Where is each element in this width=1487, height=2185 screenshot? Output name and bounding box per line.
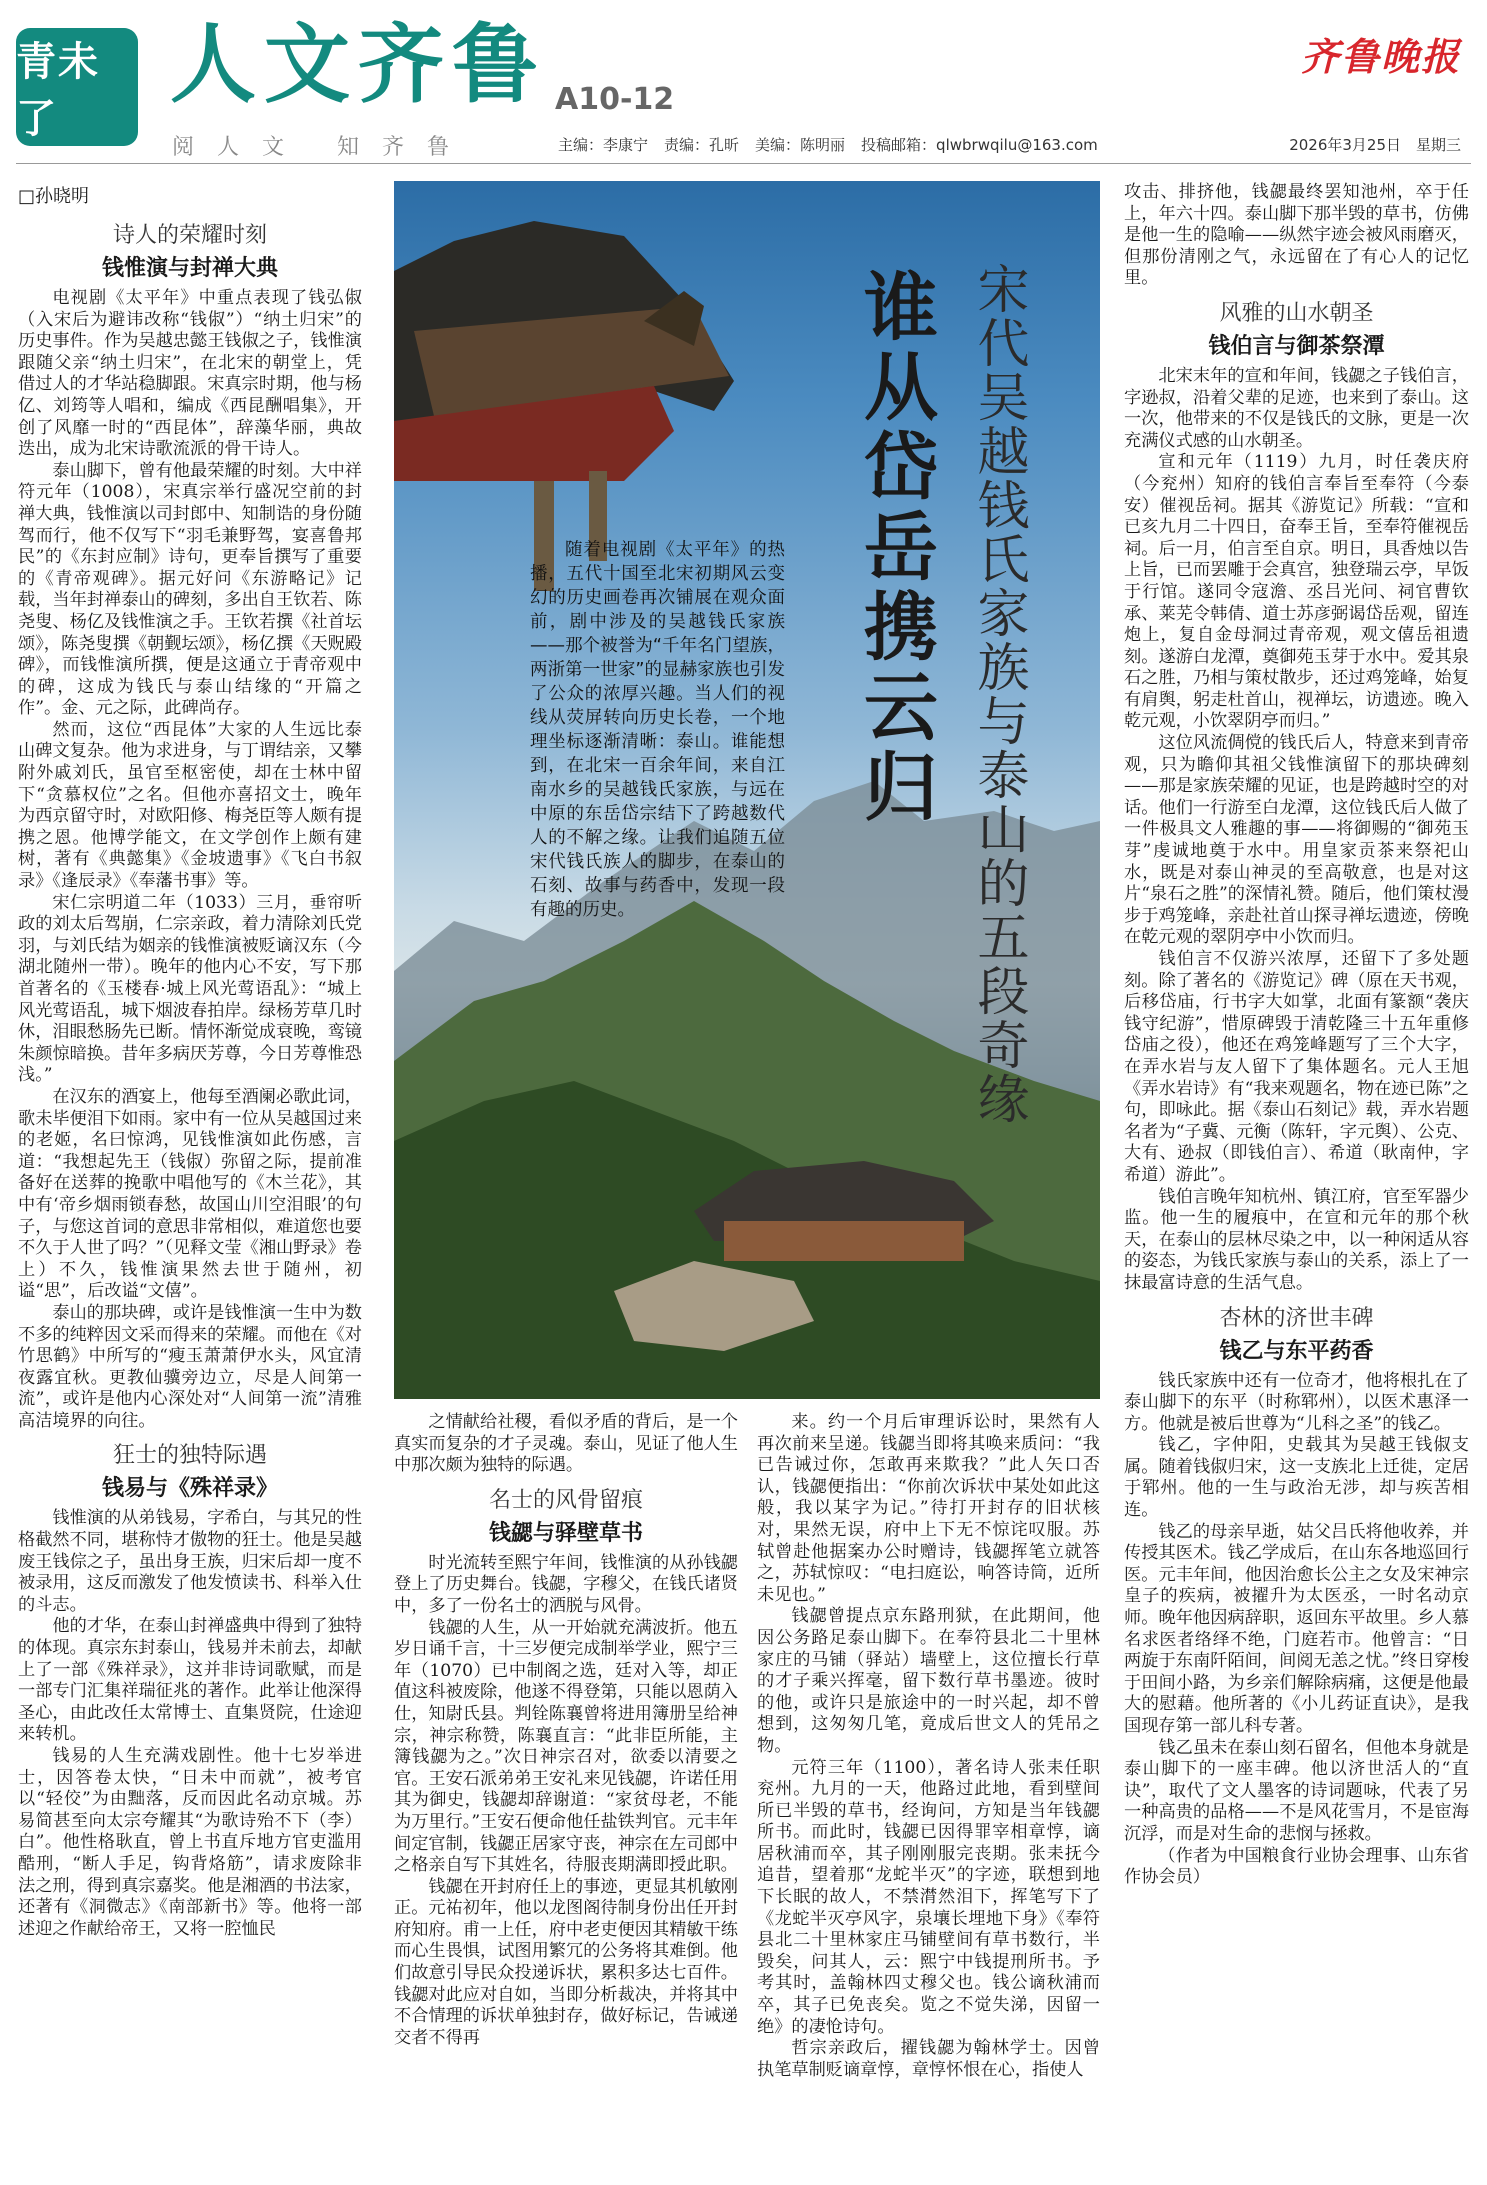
section-title: 钱易与《殊祥录》 (101, 1475, 278, 1502)
section-kicker: 诗人的荣耀时刻 (112, 223, 267, 248)
paragraph: 北宋末年的宣和年间，钱勰之子钱伯言，字逊叔，沿着父辈的足迹，也来到了泰山。这一次，他带来的不仅是钱氏的文脉，更是一次充满仪式感的山水朝圣。 (1124, 365, 1469, 451)
logo: 青未了 (16, 28, 138, 146)
section-4-heading (1124, 298, 1469, 362)
column-3 (757, 1412, 1100, 2172)
issue-date: 2026年3月25日 星期三 (1289, 136, 1461, 154)
paragraph: 钱乙虽未在泰山刻石留名，但他本身就是泰山脚下的一座丰碑。他以济世活人的“直诀”，取代了文人墨客的诗词题咏，代表了另一种高贵的品格——不是风花雪月，不是宦海沉浮，而是对生命的悲悯与拯救。 (1124, 1737, 1469, 1844)
paragraph: 然而，这位“西昆体”大家的人生远比泰山碑文复杂。他为求进身，与丁谓结亲，又攀附外戚刘氏，虽官至枢密使，却在士林中留下“贪慕权位”之名。但他亦喜招文士，晚年为西京留守时，对欧阳修、梅尧臣等人颇有提携之恩。他博学能文，在文学创作上颇有建树，著有《典懿集》《金坡遗事》《飞白书叙录》《逢辰录》《奉藩书事》等。 (18, 719, 362, 892)
paragraph: 攻击、排挤他，钱勰最终罢知池州，卒于任上，年六十四。泰山脚下那半毁的草书，仿佛是他一生的隐喻——纵然宇迹会被风雨磨灭，但那份清刚之气，永远留在了有心人的记忆里。 (1124, 182, 1469, 289)
article-headline: 谁从岱岳携云归 (852, 268, 938, 828)
section-title: 钱乙与东平药香 (1219, 1337, 1374, 1364)
paragraph: 他的才华，在泰山封禅盛典中得到了独特的体现。真宗东封泰山，钱易并未前去，却献上了一部《殊祥录》，这并非诗词歌赋，而是一部专门汇集祥瑞征兆的著作。此举让他深得圣心，由此改任太常博士、直集贤院，仕途迎来转机。 (18, 1616, 362, 1745)
credit-chief-editor: 主编：李康宁 (558, 136, 649, 154)
newspaper-brand-logo: 齐鲁晚报 (1300, 34, 1461, 79)
article-dek: 宋代吴越钱氏家族与泰山的五段奇缘 (968, 262, 1028, 1126)
section-5-heading (1124, 1303, 1469, 1367)
header-divider (16, 163, 1471, 164)
column-2 (394, 1412, 738, 2172)
paragraph: 钱勰曾提点京东路刑狱，在此期间，他因公务路足泰山脚下。在奉符县北二十里林家庄的马铺（驿站）墙壁上，这位擅长行草的才子乘兴挥毫，留下数行草书墨迹。彼时的他，或许只是旅途中的一时兴起，却不曾想到，这匆匆几笔，竟成后世文人的凭吊之物。 (757, 1606, 1100, 1756)
section-title: 钱勰与驿壁草书 (488, 1519, 643, 1546)
article-lede (530, 538, 785, 922)
editor-credits (558, 134, 1114, 155)
column-1 (18, 212, 362, 2172)
section-title: 钱伯言与御茶祭潭 (1208, 332, 1385, 359)
paragraph: 钱乙，字仲阳，史载其为吴越王钱俶支属。随着钱俶归宋，这一支族北上迁徙，定居于郓州。他的一生与政治无涉，却与疾苦相连。 (1124, 1435, 1469, 1521)
section-1-heading (18, 220, 362, 284)
section-3-heading (394, 1485, 738, 1549)
page-header (0, 0, 1487, 170)
paragraph: 钱伯言不仅游兴浓厚，还留下了多处题刻。除了著名的《游览记》碑（原在天书观，后移岱庙，行书字大如掌，北面有篆额“袭庆钱守纪游”，惜原碑毁于清乾隆三十五年重修岱庙之役），他还在鸡笼峰题写了三个大字，在弄水岩与友人留下了集体题名。元人王旭《弄水岩诗》有“我来观题名，物在迹已陈”之句，即咏此。据《泰山石刻记》载，弄水岩题名者为“子冀、元衡（陈轩，字元舆）、公克、大有、逊叔（即钱伯言）、希道（耿南仲，字希道）游此”。 (1124, 949, 1469, 1185)
paragraph: 在汉东的酒宴上，他每至酒阑必歌此词，歌未毕便泪下如雨。家中有一位从吴越国过来的老姬，名曰惊鸿，见钱惟演如此伤感，言道：“我想起先王（钱俶）弥留之际，提前准备好在送葬的挽歌中唱他写的《木兰花》，其中有‘帝乡烟雨锁春愁，故国山川空泪眼’的句子，与您这首词的意思非常相似，难道您也要不久于人世了吗？”（见释文莹《湘山野录》卷上）不久，钱惟演果然去世于随州，初谥“思”，后改谥“文僖”。 (18, 1086, 362, 1302)
paragraph: 钱易的人生充满戏剧性。他十七岁举进士，因答卷太快，“日未中而就”，被考官以“轻佼”为由黜落，反而因此名动京城。苏易简甚至向太宗夸耀其“为歌诗殆不下（李）白”。他性格耿直，曾上书直斥地方官吏滥用酷刑，“断人手足，钩背烙筋”，请求废除非法之刑，得到真宗嘉奖。他是湘酒的书法家，还著有《洞微志》《南部新书》等。他将一部述迎之作献给帝王，又将一腔恤民 (18, 1746, 362, 1939)
paragraph: 宋仁宗明道二年（1033）三月，垂帘听政的刘太后驾崩，仁宗亲政，着力清除刘氏党羽，与刘氏结为姻亲的钱惟演被贬谪汉东（今湖北随州一带）。晚年的他内心不安，写下那首著名的《玉楼春·城上风光莺语乱》：“城上风光莺语乱，城下烟波春拍岸。绿杨芳草几时休，泪眼愁肠先已断。情怀渐觉成衰晚，鸾镜朱颜惊暗换。昔年多病厌芳尊，今日芳尊惟恐浅。” (18, 892, 362, 1086)
paragraph: 电视剧《太平年》中重点表现了钱弘俶（入宋后为避讳改称“钱俶”）“纳土归宋”的历史事件。作为吴越忠懿王钱俶之子，钱惟演跟随父亲“纳土归宋”，在北宋的朝堂上，凭借过人的才华站稳脚跟。宋真宗时期，他与杨亿、刘筠等人唱和，编成《西昆酬唱集》，开创了风靡一时的“西昆体”，辞藻华丽，典故迭出，成为北宋诗歌流派的骨干诗人。 (18, 288, 362, 460)
paragraph: 这位风流倜傥的钱氏后人，特意来到青帝观，只为瞻仰其祖父钱惟演留下的那块碑刻——那是家族荣耀的见证，也是跨越时空的对话。他们一行游至白龙潭，这位钱氏后人做了一件极具文人雅趣的事——将御赐的“御苑玉芽”虔诚地奠于水中。用皇家贡茶来祭祀山水，既是对泰山神灵的至高敬意，也是对这片“泉石之胜”的深情礼赞。随后，他们策杖漫步于鸡笼峰，亲赴社首山探寻禅坛遗迹，傍晚在乾元观的翠阴亭中小饮而归。 (1124, 733, 1469, 948)
section-kicker: 名士的风骨留痕 (488, 1487, 643, 1513)
credit-email[interactable]: 投稿邮箱：qlwbrwqilu@163.com (861, 136, 1098, 154)
section-title: 钱惟演与封禅大典 (101, 255, 278, 281)
paragraph: 泰山的那块碑，或许是钱惟演一生中为数不多的纯粹因文采而得来的荣耀。而他在《对竹思鹤》中所写的“瘦玉萧萧伊水头，风宜清夜露宜秋。更教仙骥旁边立，尽是人间第一流”，或许是他内心深处对“人间第一流”清雅高洁境界的向往。 (18, 1302, 362, 1431)
section-2-heading (18, 1440, 362, 1504)
paragraph: 泰山脚下，曾有他最荣耀的时刻。大中祥符元年（1008），宋真宗举行盛况空前的封禅大典，钱惟演以司封郎中、知制诰的身份随驾而行，他不仅写下“羽毛兼野驾，宴喜鲁邦民”的《东封应制》诗句，更奉旨撰写了重要的《青帝观碑》。据元好问《东游略记》记载，当年封禅泰山的碑刻，多出自王钦若、陈尧叟、杨亿及钱惟演之手。王钦若撰《社首坛颂》，陈尧叟撰《朝觐坛颂》，杨亿撰《天贶殿碑》，而钱惟演所撰，便是这通立于青帝观中的碑，这成为钱氏与泰山结缘的“开篇之作”。金、元之际，此碑尚存。 (18, 460, 362, 719)
author-note: （作者为中国粮食行业协会理事、山东省作协会员） (1124, 1845, 1469, 1888)
section-kicker: 狂士的独特际遇 (112, 1443, 267, 1469)
section-kicker: 风雅的山水朝圣 (1219, 300, 1374, 326)
paragraph: 之情献给社稷，看似矛盾的背后，是一个真实而复杂的才子灵魂。泰山，见证了他人生中那次颇为独特的际遇。 (394, 1412, 738, 1476)
page-number: A10-12 (555, 82, 675, 117)
lede-paragraph: 随着电视剧《太平年》的热播，五代十国至北宋初期风云变幻的历史画卷再次铺展在观众面前，剧中涉及的吴越钱氏家族——那个被誉为“千年名门望族，两浙第一世家”的显赫家族也引发了公众的浓厚兴趣。当人们的视线从荧屏转向历史长卷，一个地理坐标逐渐清晰：泰山。谁能想到，在北宋一百余年间，来自江南水乡的吴越钱氏家族，与远在中原的东岳岱宗结下了跨越数代人的不解之缘。让我们追随五位宋代钱氏族人的脚步，在泰山的石刻、故事与药香中，发现一段有趣的历史。 (530, 540, 785, 920)
credit-editor: 责编：孔昕 (664, 136, 740, 154)
paragraph: 宣和元年（1119）九月，时任袭庆府（今兖州）知府的钱伯言奉旨至奉符（今泰安）催视岳祠。据其《游览记》所载：“宣和已亥九月二十四日，奋奉王旨，至奉符催视岳祠。后一月，伯言至自京。明日，具香烛以告上旨，已而罢雕于会真宫，独登瑞云亭，早饭于行馆。遂同令寇澹、丞吕光问、祠官曹钦承、莱芜令韩倩、道士苏彦弼谒岱岳观，留连炮上，复自金母洞过青帝观，观文僖岳祖遗刻。遂游白龙潭，奠御苑玉芽于水中。爱其泉石之胜，乃相与策杖散步，还过鸡笼峰，始复有肩舆，躬走杜首山，视禅坛，访遗迹。晚入乾元观，小饮翠阴亭而归。” (1124, 452, 1469, 732)
paragraph: 哲宗亲政后，擢钱勰为翰林学士。因曾执笔草制贬谪章惇，章惇怀恨在心，指使人 (757, 2038, 1100, 2080)
paragraph: 时光流转至熙宁年间，钱惟演的从孙钱勰登上了历史舞台。钱勰，字穆父，在钱氏诸贤中，多了一份名士的洒脱与风骨。 (394, 1552, 738, 1616)
credit-designer: 美编：陈明丽 (755, 136, 846, 154)
paragraph: 钱伯言晚年知杭州、镇江府，官至军器少监。他一生的履痕中，在宣和元年的那个秋天，在泰山的层林尽染之中，以一种闲适从容的姿态，为钱氏家族与泰山的关系，添上了一抹最富诗意的生活气息。 (1124, 1186, 1469, 1293)
paragraph: 钱惟演的从弟钱易，字希白，与其兄的性格截然不同，堪称恃才傲物的狂士。他是吴越废王钱倧之子，虽出身王族，归宋后却一度不被录用，这反而激发了他发愤读书、科举入仕的斗志。 (18, 1508, 362, 1615)
masthead-subline: 阅人文 知齐鲁 (172, 135, 472, 160)
author-byline: □孙晓明 (18, 186, 90, 207)
paragraph: 钱勰在开封府任上的事迹，更显其机敏刚正。元祐初年，他以龙图阁待制身份出任开封府知府。甫一上任，府中老吏便因其精敏干练而心生畏惧，试图用繁冗的公务将其难倒。他们故意引导民众投递诉状，累积多达七百件。钱勰对此应对自如，当即分析裁决，并将其中不合情理的诉状单独封存，做好标记，告诫递交者不得再 (394, 1876, 738, 2048)
paragraph: 钱氏家族中还有一位奇才，他将根扎在了泰山脚下的东平（时称郓州），以医术惠泽一方。他就是被后世尊为“儿科之圣”的钱乙。 (1124, 1370, 1469, 1434)
paragraph: 来。约一个月后审理诉讼时，果然有人再次前来呈递。钱勰当即将其唤来质问：“我已告诫过你，怎敢再来欺我？”此人矢口否认，钱勰便指出：“你前次诉状中某处如此这般，我以某字为记。”待打开封存的旧状核对，果然无误，府中上下无不惊诧叹服。苏轼曾赴他据案办公时赠诗，钱勰挥笔立就答之，苏轼惊叹：“电扫庭讼，响答诗筒，近所未见也。” (757, 1412, 1100, 1605)
section-kicker: 杏林的济世丰碑 (1219, 1305, 1374, 1331)
paragraph: 钱乙的母亲早逝，姑父吕氏将他收养，并传授其医术。钱乙学成后，在山东各地巡回行医。元丰年间，他因治愈长公主之女及宋神宗皇子的疾病，被擢升为太医丞，一时名动京师。晚年他因病辞职，返回东平故里。乡人慕名求医者络绎不绝，门庭若市。他曾言：“日两旋于东南阡陌间，间阅无恙之忧。”终日穿梭于田间小路，为乡亲们解除病痛，这便是他最大的慰藉。他所著的《小儿药证直诀》，是我国现存第一部儿科专著。 (1124, 1521, 1469, 1736)
masthead-title: 人文齐鲁 (170, 14, 546, 115)
column-4 (1124, 182, 1469, 2172)
paragraph: 钱勰的人生，从一开始就充满波折。他五岁日诵千言，十三岁便完成制举学业，熙宁三年（1070）已中制阁之选，廷对入等，却正值这科被废除，他遂不得登第，只能以恩荫入仕，知尉氏县。判铨陈襄曾将进用簿册呈给神宗，神宗称赞，陈襄直言：“此非臣所能，主簿钱勰为之。”次日神宗召对，欲委以清要之官。王安石派弟弟王安礼来见钱勰，许诺任用其为御史，钱勰却辞谢道：“家贫母老，不能为万里行。”王安石便命他任盐铁判官。元丰年间定官制，钱勰正居家守丧，神宗在左司郎中之格亲自写下其姓名，待服丧期满即授此职。 (394, 1617, 738, 1876)
paragraph: 元符三年（1100），著名诗人张耒任职兖州。九月的一天，他路过此地，看到壁间所已半毁的草书，经询问，方知是当年钱勰所书。而此时，钱勰已因得罪宰相章惇，谪居秋浦而卒，其子刚刚服完丧期。张耒抚今追昔，望着那“龙蛇半灭”的字迹，联想到地下长眠的故人，不禁潸然泪下，挥笔写下了《龙蛇半灭亭风字，泉壤长埋地下身》《奉符县北二十里林家庄马铺壁间有草书数行，半毁矣，问其人，云：熙宁中钱提刑所书。予考其时，盖翰林四丈穆父也。钱公谪秋浦而卒，其子已免丧矣。览之不觉失涕，因留一绝》的凄怆诗句。 (757, 1757, 1100, 2037)
